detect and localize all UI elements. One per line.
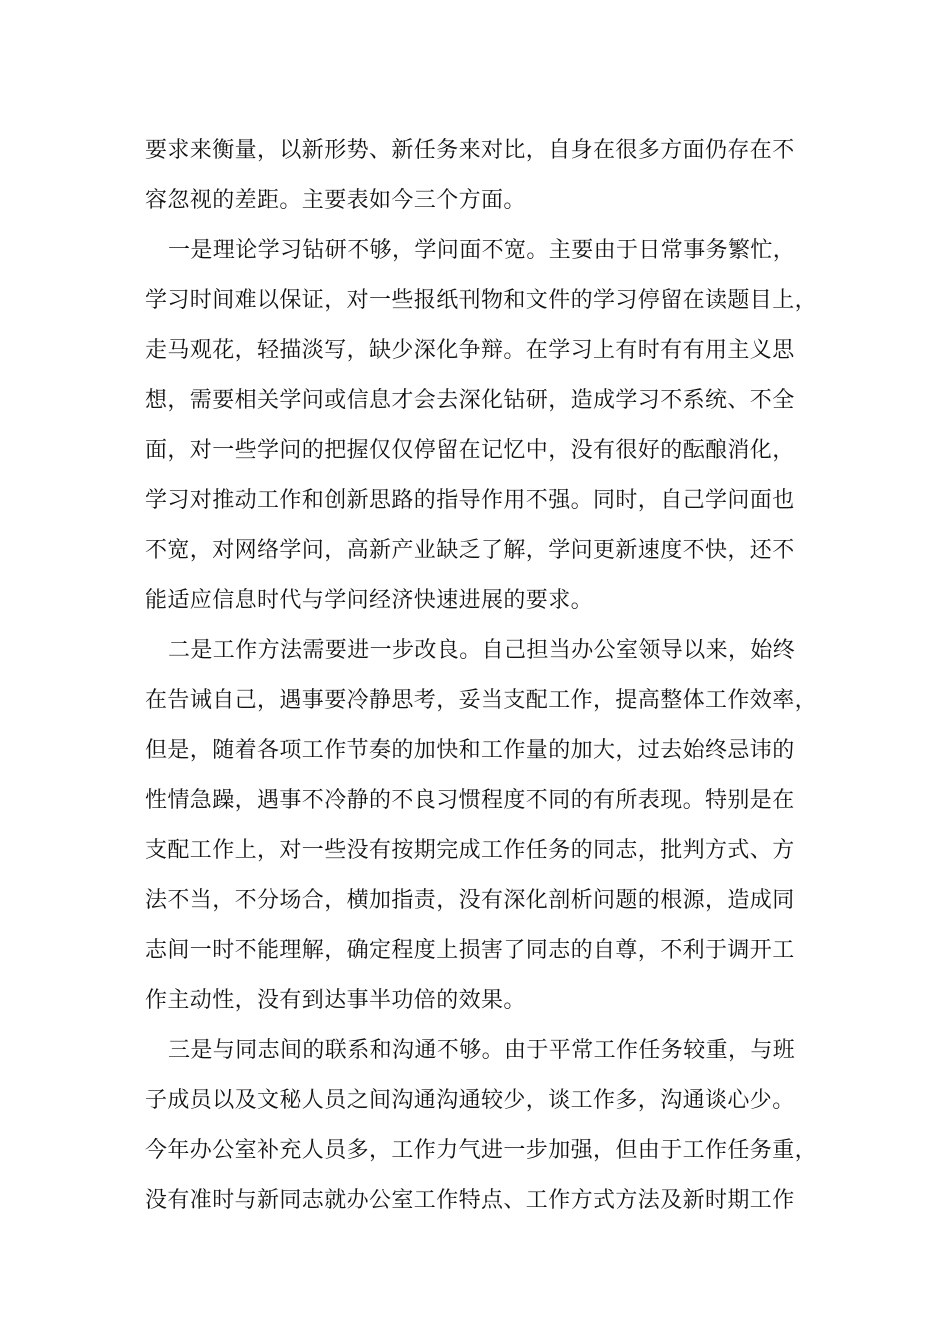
text-line: 二是工作方法需要进一步改良。自己担当办公室领导以来，始终	[168, 638, 796, 663]
text-line: 想，需要相关学问或信息才会去深化钻研，造成学习不系统、不全	[145, 388, 795, 413]
text-line: 要求来衡量，以新形势、新任务来对比，自身在很多方面仍存在不	[145, 138, 795, 163]
text-line: 学习对推动工作和创新思路的指导作用不强。同时，自己学问面也	[145, 488, 795, 513]
text-line: 在告诫自己，遇事要冷静思考，妥当支配工作，提高整体工作效率，	[145, 688, 818, 713]
text-line: 志间一时不能理解，确定程度上损害了同志的自尊，不利于调开工	[145, 938, 795, 963]
text-line: 容忽视的差距。主要表如今三个方面。	[145, 188, 526, 213]
text-line: 学习时间难以保证，对一些报纸刊物和文件的学习停留在读题目上，	[145, 288, 818, 313]
text-line: 一是理论学习钻研不够，学问面不宽。主要由于日常事务繁忙，	[168, 238, 796, 263]
text-line: 走马观花，轻描淡写，缺少深化争辩。在学习上有时有有用主义思	[145, 338, 795, 363]
text-line: 作主动性，没有到达事半功倍的效果。	[145, 988, 526, 1013]
text-line: 子成员以及文秘人员之间沟通沟通较少，谈工作多，沟通谈心少。	[145, 1088, 795, 1113]
text-line: 今年办公室补充人员多，工作力气进一步加强，但由于工作任务重，	[145, 1138, 818, 1163]
text-line: 没有准时与新同志就办公室工作特点、工作方式方法及新时期工作	[145, 1188, 795, 1213]
text-line: 面，对一些学问的把握仅仅停留在记忆中，没有很好的酝酿消化，	[145, 438, 795, 463]
text-line: 性情急躁，遇事不冷静的不良习惯程度不同的有所表现。特别是在	[145, 788, 795, 813]
text-line: 法不当，不分场合，横加指责，没有深化剖析问题的根源，造成同	[145, 888, 795, 913]
text-line: 不宽，对网络学问，高新产业缺乏了解，学问更新速度不快，还不	[145, 538, 795, 563]
text-line: 但是，随着各项工作节奏的加快和工作量的加大，过去始终忌讳的	[145, 738, 795, 763]
text-line: 三是与同志间的联系和沟通不够。由于平常工作任务较重，与班	[168, 1038, 796, 1063]
text-line: 能适应信息时代与学问经济快速进展的要求。	[145, 588, 594, 613]
text-line: 支配工作上，对一些没有按期完成工作任务的同志，批判方式、方	[145, 838, 795, 863]
